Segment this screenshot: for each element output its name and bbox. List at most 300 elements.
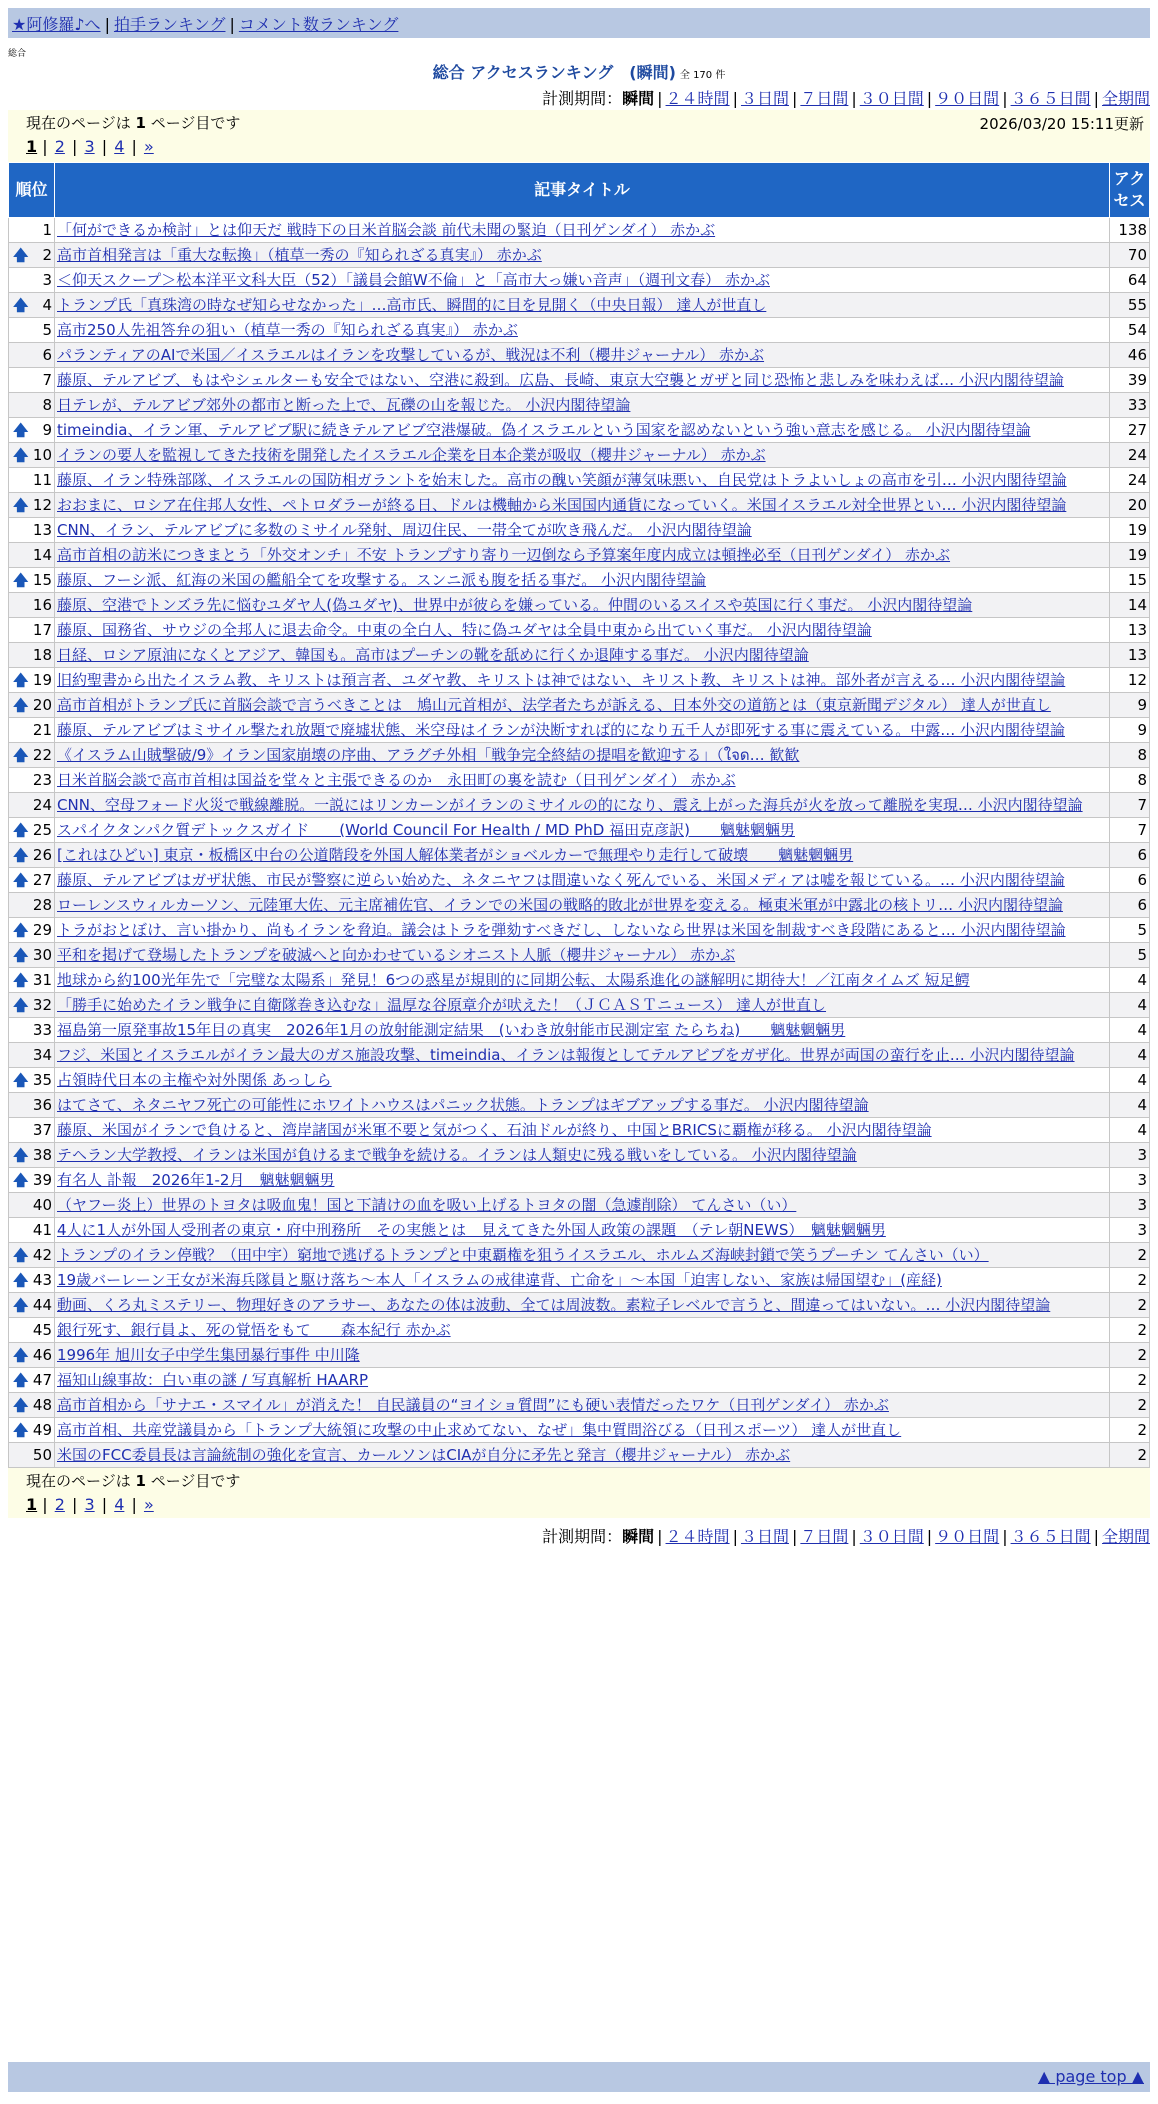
table-row xyxy=(9,318,1150,343)
rank-cell xyxy=(9,318,55,343)
article-title-link[interactable]: 1996年 旭川女子中学生集団暴行事件 中川隆 xyxy=(57,1346,360,1364)
access-count: 19 xyxy=(1110,518,1150,543)
article-title-link[interactable]: 高市250人先祖答弁の狙い（植草一秀の『知られざる真実』） 赤かぶ xyxy=(57,321,518,339)
table-row xyxy=(9,743,1150,768)
category-label: 総合 xyxy=(8,49,27,59)
period-option-link[interactable]: ３０日間 xyxy=(859,1527,924,1546)
rank-cell xyxy=(9,393,55,418)
rank-cell xyxy=(9,343,55,368)
title-cell xyxy=(55,643,1110,668)
period-current: 瞬間 xyxy=(622,89,655,108)
title-cell xyxy=(55,293,1110,318)
article-title-link[interactable]: 「勝手に始めたイラン戦争に自衛隊巻き込むな」温厚な谷原章介が吠えた！（ＪＣＡＳＴニュース） 達人が世直し xyxy=(57,996,827,1014)
access-count: 64 xyxy=(1110,268,1150,293)
article-title-link[interactable]: 藤原、空港でトンズラ先に悩むユダヤ人(偽ユダヤ)、世界中が彼らを嫌っている。仲間のいるスイスや英国に行く事だ。 小沢内閣待望論 xyxy=(57,596,973,614)
rank-cell xyxy=(9,1268,55,1293)
pagination-top xyxy=(26,137,1140,156)
access-count: 39 xyxy=(1110,368,1150,393)
period-option-link[interactable]: ７日間 xyxy=(800,89,849,108)
access-count: 2 xyxy=(1110,1293,1150,1318)
rank-number: 42 xyxy=(32,1246,52,1264)
pager-next-link[interactable]: » xyxy=(143,1495,154,1514)
access-count: 5 xyxy=(1110,918,1150,943)
separator: | xyxy=(96,137,113,156)
rank-cell xyxy=(9,1243,55,1268)
table-row xyxy=(9,1018,1150,1043)
access-count: 2 xyxy=(1110,1343,1150,1368)
title-cell xyxy=(55,668,1110,693)
period-current: 瞬間 xyxy=(622,1527,655,1546)
rank-cell xyxy=(9,1368,55,1393)
title-cell xyxy=(55,543,1110,568)
period-option-link[interactable]: ２４時間 xyxy=(665,89,730,108)
title-cell xyxy=(55,493,1110,518)
rank-number: 23 xyxy=(32,771,52,789)
separator: | xyxy=(851,1527,857,1546)
title-column-header: 記事タイトル xyxy=(55,163,1110,218)
up-arrow-icon: 🡅 xyxy=(13,1296,29,1314)
access-count: 6 xyxy=(1110,868,1150,893)
table-row xyxy=(9,1118,1150,1143)
title-cell xyxy=(55,1293,1110,1318)
table-row xyxy=(9,693,1150,718)
table-row xyxy=(9,343,1150,368)
title-cell xyxy=(55,243,1110,268)
up-arrow-icon: 🡅 xyxy=(13,1421,29,1439)
table-row xyxy=(9,643,1150,668)
article-title-link[interactable]: 藤原、イラン特殊部隊、イスラエルの国防相ガラントを始末した。高市の醜い笑顔が薄気味悪い、自民党はトラよいしょの高市を引… 小沢内閣待望論 xyxy=(57,471,1067,489)
article-title-link[interactable]: CNN、空母フォード火災で戦線離脱。一説にはリンカーンがイランのミサイルの的になり、震え上がった海兵が火を放って離脱を実現… 小沢内閣待望論 xyxy=(57,796,1083,814)
home-link[interactable]: ★阿修羅♪へ xyxy=(12,15,101,34)
separator: | xyxy=(732,89,738,108)
separator: | xyxy=(96,1495,113,1514)
period-selector-bottom xyxy=(542,1524,1150,1547)
period-option-link[interactable]: ３日間 xyxy=(740,89,789,108)
title-cell xyxy=(55,693,1110,718)
access-count: 7 xyxy=(1110,793,1150,818)
article-title-link[interactable]: 高市首相の訪米につきまとう「外交オンチ」不安 トランプすり寄り一辺倒なら予算案年度内成立は頓挫必至（日刊ゲンダイ） 赤かぶ xyxy=(57,546,951,564)
rank-number: 16 xyxy=(32,596,52,614)
pager-page-link[interactable]: 4 xyxy=(114,1495,125,1514)
title-cell xyxy=(55,1043,1110,1068)
rank-cell xyxy=(9,693,55,718)
separator: | xyxy=(926,89,933,108)
table-row xyxy=(9,1393,1150,1418)
article-title-link[interactable]: 動画、くろ丸ミステリー、物理好きのアラサー、あなたの体は波動、全ては周波数。素粒子レベルで言うと、間違ってはいない。… 小沢内閣待望論 xyxy=(57,1296,1051,1314)
title-cell xyxy=(55,893,1110,918)
table-row xyxy=(9,568,1150,593)
separator: | xyxy=(657,1527,663,1546)
up-arrow-icon: 🡅 xyxy=(13,696,29,714)
access-count: 13 xyxy=(1110,618,1150,643)
rank-number: 21 xyxy=(32,721,52,739)
pager-page-link[interactable]: 3 xyxy=(84,137,95,156)
title-cell xyxy=(55,393,1110,418)
rank-cell xyxy=(9,1343,55,1368)
rank-number: 40 xyxy=(32,1196,52,1214)
rank-number: 10 xyxy=(32,446,52,464)
title-cell xyxy=(55,1318,1110,1343)
title-cell xyxy=(55,868,1110,893)
rank-number: 17 xyxy=(32,621,52,639)
article-title-link[interactable]: 藤原、国務省、サウジの全邦人に退去命令。中東の全白人、特に偽ユダヤは全員中東から出ていく事だ。 小沢内閣待望論 xyxy=(57,621,872,639)
article-title-link[interactable]: トランプのイラン停戦？（田中宇）窮地で逃げるトランプと中東覇権を狙うイスラエル、ホルムズ海峡封鎖で笑うプーチン てんさい（い） xyxy=(57,1246,989,1264)
title-cell xyxy=(55,1418,1110,1443)
title-cell xyxy=(55,1018,1110,1043)
rank-number: 8 xyxy=(42,396,52,414)
table-row xyxy=(9,218,1150,243)
rank-cell xyxy=(9,1418,55,1443)
access-count: 2 xyxy=(1110,1268,1150,1293)
title-cell xyxy=(55,1193,1110,1218)
title-cell xyxy=(55,1118,1110,1143)
separator: | xyxy=(126,1495,142,1514)
rank-number: 6 xyxy=(42,346,52,364)
clap-ranking-link[interactable]: 拍手ランキング xyxy=(113,15,226,34)
separator: | xyxy=(66,137,83,156)
period-option-link[interactable]: 全期間 xyxy=(1101,1527,1150,1546)
article-title-link[interactable]: 藤原、テルアビブはミサイル撃たれ放題で廃墟状態、米空母はイランが決断すれば的になり五千人が即死する事に震えている。中露… 小沢内閣待望論 xyxy=(57,721,1065,739)
article-title-link[interactable]: CNN、イラン、テルアビブに多数のミサイル発射、周辺住民、一帯全てが吹き飛んだ。 小沢内閣待望論 xyxy=(57,521,752,539)
table-row xyxy=(9,1293,1150,1318)
access-column-header: アクセス xyxy=(1110,163,1150,218)
table-row xyxy=(9,1268,1150,1293)
article-title-link[interactable]: timeindia、イラン軍、テルアビブ駅に続きテルアビブ空港爆破。偽イスラエルという国家を認めないという強い意志を感じる。 小沢内閣待望論 xyxy=(57,421,1031,439)
up-arrow-icon: 🡅 xyxy=(13,1146,29,1164)
title-cell xyxy=(55,1068,1110,1093)
access-count: 14 xyxy=(1110,593,1150,618)
rank-cell xyxy=(9,993,55,1018)
rank-number: 18 xyxy=(32,646,52,664)
table-row xyxy=(9,493,1150,518)
ranking-title: 総合 アクセスランキング (瞬間) xyxy=(432,63,676,82)
article-title-link[interactable]: 日米首脳会談で高市首相は国益を堂々と主張できるのか 永田町の裏を読む（日刊ゲンダイ） 赤かぶ xyxy=(57,771,736,789)
title-cell xyxy=(55,518,1110,543)
table-row xyxy=(9,718,1150,743)
separator: | xyxy=(37,137,53,156)
table-row xyxy=(9,993,1150,1018)
access-count: 70 xyxy=(1110,243,1150,268)
access-count: 9 xyxy=(1110,718,1150,743)
article-title-link[interactable]: 米国のFCC委員長は言論統制の強化を宣言、カールソンはCIAが自分に矛先と発言（櫻井ジャーナル） 赤かぶ xyxy=(57,1446,791,1464)
rank-cell xyxy=(9,918,55,943)
separator: | xyxy=(791,89,798,108)
title-cell xyxy=(55,318,1110,343)
table-row xyxy=(9,243,1150,268)
up-arrow-icon: 🡅 xyxy=(13,296,29,314)
title-cell xyxy=(55,743,1110,768)
rank-cell xyxy=(9,568,55,593)
access-count: 3 xyxy=(1110,1218,1150,1243)
rank-cell xyxy=(9,668,55,693)
period-option-link[interactable]: ３０日間 xyxy=(859,89,924,108)
article-title-link[interactable]: 高市首相から「サナエ・スマイル」が消えた！ 自民議員の“ヨイショ質問”にも硬い表情だったワケ（日刊ゲンダイ） 赤かぶ xyxy=(57,1396,889,1414)
page-top-link[interactable]: ▲ page top ▲ xyxy=(1037,2067,1144,2086)
table-row xyxy=(9,818,1150,843)
access-count: 4 xyxy=(1110,1043,1150,1068)
period-selector-top xyxy=(542,86,1150,109)
separator: | xyxy=(1002,89,1008,108)
rank-number: 7 xyxy=(42,371,52,389)
article-title-link[interactable]: 高市首相発言は「重大な転換」（植草一秀の『知られざる真実』） 赤かぶ xyxy=(57,246,542,264)
separator: | xyxy=(732,1527,738,1546)
table-row xyxy=(9,1343,1150,1368)
article-title-link[interactable]: （ヤフー炎上）世界のトヨタは吸血鬼！国と下請けの血を吸い上げるトヨタの闇（急遽削除） てんさい（い） xyxy=(57,1196,797,1214)
period-option-link[interactable]: ３日間 xyxy=(740,1527,789,1546)
pager-page-link[interactable]: 2 xyxy=(54,137,65,156)
rank-cell xyxy=(9,793,55,818)
rank-number: 44 xyxy=(32,1296,52,1314)
up-arrow-icon: 🡅 xyxy=(13,571,29,589)
rank-cell xyxy=(9,1293,55,1318)
article-title-link[interactable]: テヘラン大学教授、イランは米国が負けるまで戦争を続ける。イランは人類史に残る戦いをしている。 小沢内閣待望論 xyxy=(57,1146,857,1164)
article-title-link[interactable]: 占領時代日本の主権や対外関係 あっしら xyxy=(57,1071,332,1089)
rank-cell xyxy=(9,1393,55,1418)
article-title-link[interactable]: 平和を掲げて登場したトランプを破滅へと向かわせているシオニスト人脈（櫻井ジャーナル） 赤かぶ xyxy=(57,946,736,964)
rank-number: 31 xyxy=(32,971,52,989)
rank-cell xyxy=(9,418,55,443)
table-row xyxy=(9,1218,1150,1243)
rank-number: 24 xyxy=(32,796,52,814)
article-title-link[interactable]: 福知山線事故：白い車の謎 / 写真解析 HAARP xyxy=(57,1371,369,1389)
article-title-link[interactable]: 地球から約100光年先で「完璧な太陽系」発見！6つの惑星が規則的に同期公転、太陽系進化の謎解明に期待大！／江南タイムズ 短足鰐 xyxy=(57,971,970,989)
title-cell xyxy=(55,1218,1110,1243)
title-cell xyxy=(55,568,1110,593)
title-cell xyxy=(55,1143,1110,1168)
access-count: 6 xyxy=(1110,843,1150,868)
rank-number: 47 xyxy=(32,1371,52,1389)
access-count: 4 xyxy=(1110,1018,1150,1043)
article-title-link[interactable]: スパイクタンパク質デトックスガイド (World Council For Health / MD PhD 福田克彦訳) 魑魅魍魎男 xyxy=(57,821,795,839)
table-row xyxy=(9,793,1150,818)
rank-number: 35 xyxy=(32,1071,52,1089)
article-title-link[interactable]: イランの要人を監視してきた技術を開発したイスラエル企業を日本企業が吸収（櫻井ジャーナル） 赤かぶ xyxy=(57,446,766,464)
table-row xyxy=(9,1243,1150,1268)
rank-cell xyxy=(9,1193,55,1218)
table-row xyxy=(9,593,1150,618)
rank-number: 34 xyxy=(32,1046,52,1064)
up-arrow-icon: 🡅 xyxy=(13,946,29,964)
article-title-link[interactable]: トラがおとぼけ、言い掛かり、尚もイランを脅迫。議会はトラを弾劾すべきだし、しないなら世界は米国を制裁すべき段階にあると… 小沢内閣待望論 xyxy=(57,921,1066,939)
period-option-link[interactable]: ２４時間 xyxy=(665,1527,730,1546)
period-label: 計測期間： xyxy=(542,89,623,108)
rank-cell xyxy=(9,1068,55,1093)
access-count: 8 xyxy=(1110,768,1150,793)
title-cell xyxy=(55,343,1110,368)
pager-page-link[interactable]: 2 xyxy=(54,1495,65,1514)
table-row xyxy=(9,1093,1150,1118)
title-cell xyxy=(55,1243,1110,1268)
period-option-link[interactable]: ３６５日間 xyxy=(1010,89,1091,108)
article-title-link[interactable]: 高市首相、共産党議員から「トランプ大統領に攻撃の中止求めてない、なぜ」集中質問浴びる（日刊スポーツ） 達人が世直し xyxy=(57,1421,902,1439)
access-count: 4 xyxy=(1110,1118,1150,1143)
article-title-link[interactable]: 福島第一原発事故15年目の真実 2026年1月の放射能測定結果 (いわき放射能市民測定室 たらちね) 魑魅魍魎男 xyxy=(57,1021,846,1039)
period-option-link[interactable]: 全期間 xyxy=(1101,89,1150,108)
page-info-bottom xyxy=(8,1468,1150,1518)
table-row xyxy=(9,843,1150,868)
rank-number: 50 xyxy=(32,1446,52,1464)
table-row xyxy=(9,1043,1150,1068)
rank-cell xyxy=(9,1043,55,1068)
rank-cell xyxy=(9,968,55,993)
rank-number: 20 xyxy=(32,696,52,714)
up-arrow-icon: 🡅 xyxy=(13,246,29,264)
article-title-link[interactable]: ローレンスウィルカーソン、元陸軍大佐、元主席補佐官、イランでの米国の戦略的敗北が世界を変える。極東米軍が中露北の核トリ… 小沢内閣待望論 xyxy=(57,896,1063,914)
separator: | xyxy=(37,1495,53,1514)
separator: | xyxy=(126,137,142,156)
rank-number: 28 xyxy=(32,896,52,914)
article-title-link[interactable]: 4人に1人が外国人受刑者の東京・府中刑務所 その実態とは 見えてきた外国人政策の課題 （テレ朝NEWS） 魑魅魍魎男 xyxy=(57,1221,886,1239)
pager-next-link[interactable]: » xyxy=(143,137,154,156)
rank-cell xyxy=(9,1118,55,1143)
article-title-link[interactable]: 高市首相がトランプ氏に首脳会談で言うべきことは 鳩山元首相が、法学者たちが訴える、日本外交の道筋とは（東京新聞デジタル） 達人が世直し xyxy=(57,696,1051,714)
current-page-text: 現在のページは 1 ページ目です xyxy=(26,114,241,132)
access-count: 138 xyxy=(1110,218,1150,243)
rank-cell xyxy=(9,718,55,743)
table-row xyxy=(9,368,1150,393)
separator: | xyxy=(851,89,857,108)
article-title-link[interactable]: 《イスラム山賊撃破/9》イラン国家崩壊の序曲、アラグチ外相「戦争完全終結の提唱を歓迎する」（ใจด… 歓歓 xyxy=(57,746,800,764)
title-cell xyxy=(55,793,1110,818)
table-row xyxy=(9,618,1150,643)
up-arrow-icon: 🡅 xyxy=(13,821,29,839)
table-row xyxy=(9,918,1150,943)
up-arrow-icon: 🡅 xyxy=(13,1171,29,1189)
rank-number: 41 xyxy=(32,1221,52,1239)
access-count: 2 xyxy=(1110,1243,1150,1268)
article-title-link[interactable]: [これはひどい] 東京・板橋区中台の公道階段を外国人解体業者がショベルカーで無理やり走行して破壊 魑魅魍魎男 xyxy=(57,846,854,864)
period-option-link[interactable]: ９０日間 xyxy=(935,89,1000,108)
rank-cell xyxy=(9,443,55,468)
rank-cell xyxy=(9,293,55,318)
article-title-link[interactable]: 藤原、米国がイランで負けると、湾岸諸国が米軍不要と気がつく、石油ドルが終り、中国とBRICSに覇権が移る。 小沢内閣待望論 xyxy=(57,1121,932,1139)
rank-cell xyxy=(9,518,55,543)
table-row xyxy=(9,1168,1150,1193)
up-arrow-icon: 🡅 xyxy=(13,496,29,514)
rank-cell xyxy=(9,843,55,868)
rank-number: 45 xyxy=(32,1321,52,1339)
access-count: 24 xyxy=(1110,443,1150,468)
title-cell xyxy=(55,1443,1110,1468)
article-title-link[interactable]: 藤原、フーシ派、紅海の米国の艦船全てを攻撃する。スンニ派も腹を括る事だ。 小沢内閣待望論 xyxy=(57,571,707,589)
separator: | xyxy=(1093,1527,1099,1546)
period-option-link[interactable]: ３６５日間 xyxy=(1010,1527,1091,1546)
rank-number: 30 xyxy=(32,946,52,964)
rank-number: 43 xyxy=(32,1271,52,1289)
table-row xyxy=(9,543,1150,568)
up-arrow-icon: 🡅 xyxy=(13,1371,29,1389)
access-count: 4 xyxy=(1110,968,1150,993)
title-cell xyxy=(55,768,1110,793)
table-row xyxy=(9,868,1150,893)
up-arrow-icon: 🡅 xyxy=(13,971,29,989)
access-count: 20 xyxy=(1110,493,1150,518)
access-count: 46 xyxy=(1110,343,1150,368)
pager-page-link[interactable]: 3 xyxy=(84,1495,95,1514)
article-title-link[interactable]: 銀行死す、銀行員よ、死の覚悟をもて 森本紀行 赤かぶ xyxy=(57,1321,451,1339)
ranking-table-body xyxy=(9,218,1150,1468)
article-title-link[interactable]: 旧約聖書から出たイスラム教、キリストは預言者、ユダヤ教、キリストは神ではない、キリスト教、キリストは神。部外者が言える… 小沢内閣待望論 xyxy=(57,671,1066,689)
rank-number: 48 xyxy=(32,1396,52,1414)
rank-number: 37 xyxy=(32,1121,52,1139)
period-option-link[interactable]: ７日間 xyxy=(800,1527,849,1546)
rank-cell xyxy=(9,943,55,968)
up-arrow-icon: 🡅 xyxy=(13,1346,29,1364)
rank-number: 4 xyxy=(42,296,52,314)
rank-cell xyxy=(9,593,55,618)
rank-cell xyxy=(9,1318,55,1343)
rank-number: 25 xyxy=(32,821,52,839)
article-title-link[interactable]: 有名人 訃報 2026年1-2月 魑魅魍魎男 xyxy=(57,1171,335,1189)
pager-current-page: 1 xyxy=(26,1495,38,1514)
period-option-link[interactable]: ９０日間 xyxy=(935,1527,1000,1546)
article-title-link[interactable]: おおまに、ロシア在住邦人女性、ペトロダラーが終る日、ドルは機軸から米国国内通貨になっていく。米国イスラエル対全世界とい… 小沢内閣待望論 xyxy=(57,496,1067,514)
article-title-link[interactable]: はてさて、ネタニヤフ死亡の可能性にホワイトハウスはパニック状態。トランプはギブアップする事だ。 小沢内閣待望論 xyxy=(57,1096,869,1114)
up-arrow-icon: 🡅 xyxy=(13,421,29,439)
rank-number: 9 xyxy=(42,421,52,439)
access-count: 3 xyxy=(1110,1143,1150,1168)
title-cell xyxy=(55,418,1110,443)
rank-cell xyxy=(9,768,55,793)
article-title-link[interactable]: フジ、米国とイスラエルがイラン最大のガス施設攻撃、timeindia、イランは報復としてテルアビブをガザ化。世界が両国の蛮行を止… 小沢内閣待望論 xyxy=(57,1046,1075,1064)
access-count: 27 xyxy=(1110,418,1150,443)
rank-cell xyxy=(9,818,55,843)
rank-cell xyxy=(9,1093,55,1118)
rank-number: 33 xyxy=(32,1021,52,1039)
separator: | xyxy=(926,1527,933,1546)
article-title-link[interactable]: トランプ氏「真珠湾の時なぜ知らせなかった」…高市氏、瞬間的に目を見開く（中央日報） 達人が世直し xyxy=(57,296,767,314)
rank-number: 32 xyxy=(32,996,52,1014)
period-label: 計測期間： xyxy=(542,1527,623,1546)
article-title-link[interactable]: パランティアのAIで米国／イスラエルはイランを攻撃しているが、戦況は不利（櫻井ジャーナル） 赤かぶ xyxy=(57,346,765,364)
title-cell xyxy=(55,843,1110,868)
access-count: 6 xyxy=(1110,893,1150,918)
article-title-link[interactable]: 藤原、テルアビブはガザ状態、市民が警察に逆らい始めた、ネタニヤフは間違いなく死んでいる、米国メディアは嘘を報じている。… 小沢内閣待望論 xyxy=(57,871,1065,889)
article-title-link[interactable]: ＜仰天スクープ＞松本洋平文科大臣（52）「議員会館W不倫」と「高市大っ嫌い音声」（週刊文春） 赤かぶ xyxy=(57,271,770,289)
article-title-link[interactable]: 日テレが、テルアビブ郊外の都市と断った上で、瓦礫の山を報じた。 小沢内閣待望論 xyxy=(57,396,631,414)
rank-number: 13 xyxy=(32,521,52,539)
title-cell xyxy=(55,1093,1110,1118)
footer-bar xyxy=(8,2062,1150,2092)
separator: | xyxy=(1002,1527,1008,1546)
up-arrow-icon: 🡅 xyxy=(13,1071,29,1089)
article-title-link[interactable]: 日経、ロシア原油になくとアジア、韓国も。高市はプーチンの靴を舐めに行くか退陣する事だ。 小沢内閣待望論 xyxy=(57,646,809,664)
pager-page-link[interactable]: 4 xyxy=(114,137,125,156)
rank-number: 14 xyxy=(32,546,52,564)
table-row xyxy=(9,1193,1150,1218)
title-cell xyxy=(55,1168,1110,1193)
article-title-link[interactable]: 「何ができるか検討」とは仰天だ 戦時下の日米首脳会談 前代未聞の緊迫（日刊ゲンダイ） 赤かぶ xyxy=(57,221,716,239)
access-count: 3 xyxy=(1110,1193,1150,1218)
table-row xyxy=(9,1143,1150,1168)
rank-column-header: 順位 xyxy=(9,163,55,218)
comment-ranking-link[interactable]: コメント数ランキング xyxy=(238,15,399,34)
title-cell xyxy=(55,468,1110,493)
rank-number: 39 xyxy=(32,1171,52,1189)
rank-number: 46 xyxy=(32,1346,52,1364)
rank-number: 29 xyxy=(32,921,52,939)
article-title-link[interactable]: 19歳バーレーン王女が米海兵隊員と駆け落ち～本人「イスラムの戒律違背、亡命を」～本国「迫害しない、家族は帰国望む」(産経) xyxy=(57,1271,942,1289)
table-row xyxy=(9,893,1150,918)
top-navigation-bar: ★阿修羅♪へ | 拍手ランキング | コメント数ランキング xyxy=(8,8,1150,38)
rank-number: 1 xyxy=(42,221,52,239)
access-count: 54 xyxy=(1110,318,1150,343)
title-cell xyxy=(55,443,1110,468)
table-row xyxy=(9,518,1150,543)
rank-cell xyxy=(9,268,55,293)
article-title-link[interactable]: 藤原、テルアビブ、もはやシェルターも安全ではない、空港に殺到。広島、長崎、東京大空襲とガザと同じ恐怖と悲しみを味わえば… 小沢内閣待望論 xyxy=(57,371,1064,389)
rank-number: 2 xyxy=(42,246,52,264)
